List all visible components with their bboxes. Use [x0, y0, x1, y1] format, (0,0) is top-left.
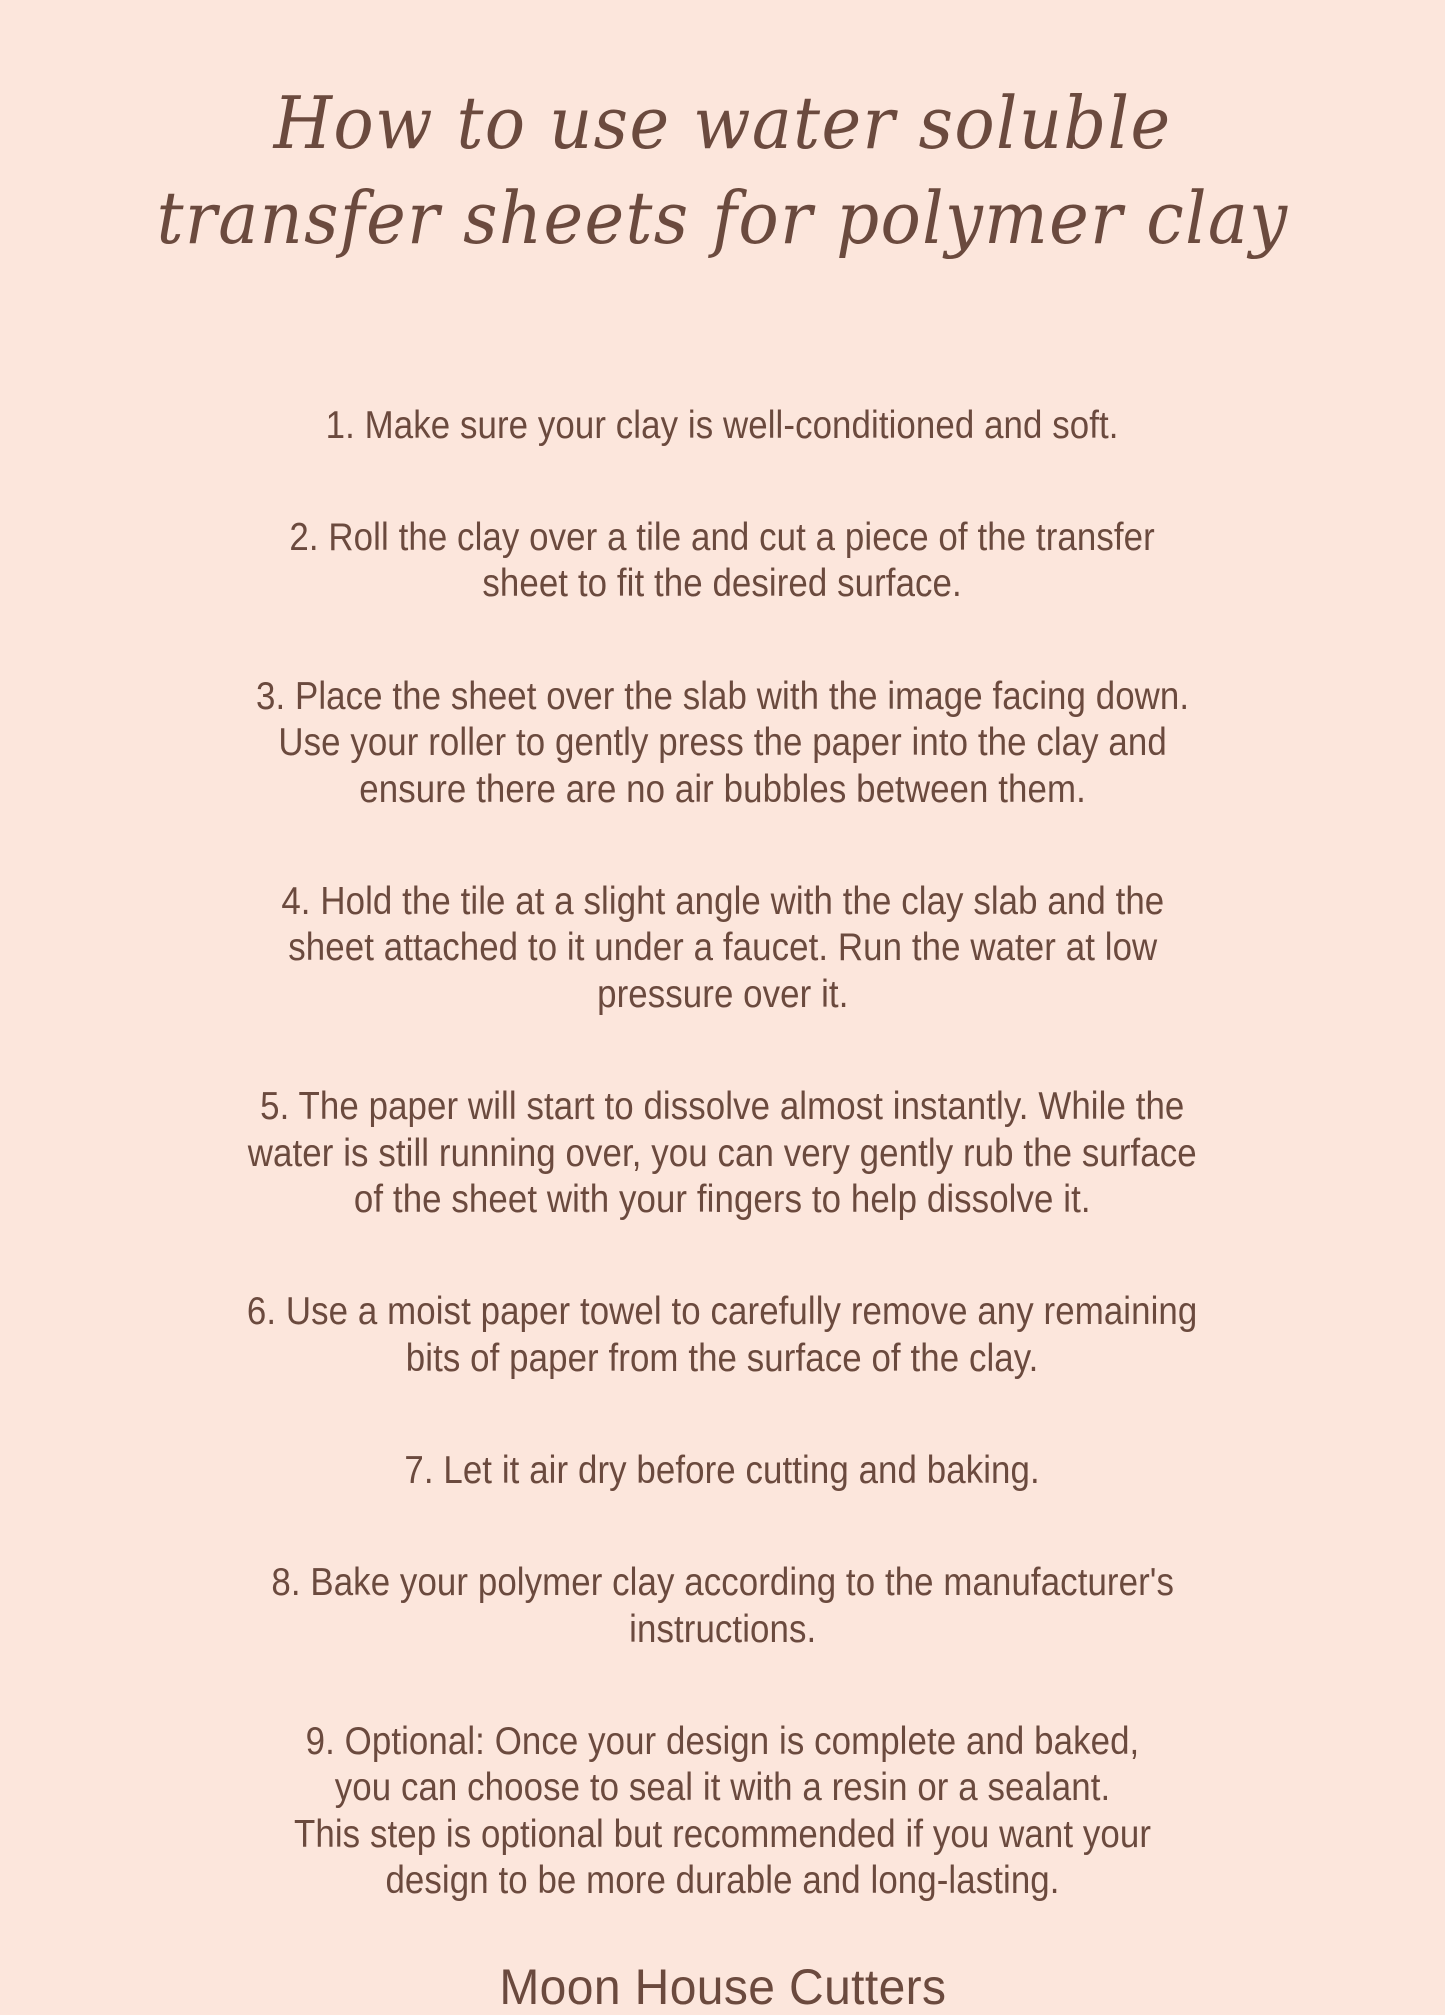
- step-8-line-1: 8. Bake your polymer clay according to the manufacturer's: [271, 1560, 1174, 1604]
- step-9-line-2: you can choose to seal it with a resin or a sealant.: [334, 1766, 1111, 1810]
- step-9-line-3: This step is optional but recommended if you want your: [293, 1812, 1152, 1856]
- page-title-line-1: How to use water soluble: [273, 81, 1172, 165]
- step-4-line-2: sheet attached to it under a faucet. Run the water at low: [287, 926, 1157, 970]
- step-9-line-1: 9. Optional: Once your design is complete and baked,: [305, 1719, 1140, 1763]
- step-2-line-2: sheet to fit the desired surface.: [482, 562, 963, 606]
- step-6-line-2: bits of paper from the surface of the clay.: [406, 1336, 1039, 1380]
- instruction-step-7: [405, 1448, 1040, 1495]
- step-4-line-1: 4. Hold the tile at a slight angle with the clay slab and the: [281, 879, 1164, 923]
- step-2-line-1: 2. Roll the clay over a tile and cut a piece of the transfer: [289, 515, 1156, 559]
- instruction-step-2: [290, 515, 1155, 608]
- instruction-step-8: [271, 1560, 1174, 1653]
- step-7-line-1: 7. Let it air dry before cutting and baking.: [404, 1448, 1041, 1492]
- step-3-line-1: 3. Place the sheet over the slab with the image facing down.: [255, 674, 1190, 718]
- step-5-line-2: water is still running over, you can very gently rub the surface: [248, 1131, 1197, 1175]
- instruction-steps-list: [158, 364, 1288, 1932]
- step-3-line-3: ensure there are no air bubbles between them.: [359, 767, 1086, 811]
- page-title-line-2: transfer sheets for polymer clay: [156, 176, 1289, 261]
- step-8-line-2: instructions.: [628, 1607, 817, 1651]
- step-3-line-2: Use your roller to gently press the paper into the clay and: [278, 721, 1167, 765]
- step-9-line-4: design to be more durable and long-lasting.: [385, 1859, 1060, 1903]
- step-4-line-3: pressure over it.: [596, 972, 849, 1016]
- step-1-line-1: 1. Make sure your clay is well-conditioned and soft.: [326, 403, 1119, 447]
- instruction-step-4: [281, 879, 1164, 1019]
- brand-footer: Moon House Cutters: [498, 1958, 947, 2015]
- page-title: [157, 76, 1289, 266]
- step-5-line-3: of the sheet with your fingers to help dissolve it.: [354, 1178, 1091, 1222]
- instruction-step-5: [248, 1084, 1197, 1224]
- instruction-step-1: [326, 403, 1119, 450]
- instruction-step-3: [256, 674, 1189, 814]
- step-6-line-1: 6. Use a moist paper towel to carefully remove any remaining: [247, 1290, 1198, 1334]
- instruction-step-9: [294, 1719, 1151, 1905]
- step-5-line-1: 5. The paper will start to dissolve almost instantly. While the: [260, 1085, 1185, 1128]
- instruction-step-6: [247, 1289, 1197, 1382]
